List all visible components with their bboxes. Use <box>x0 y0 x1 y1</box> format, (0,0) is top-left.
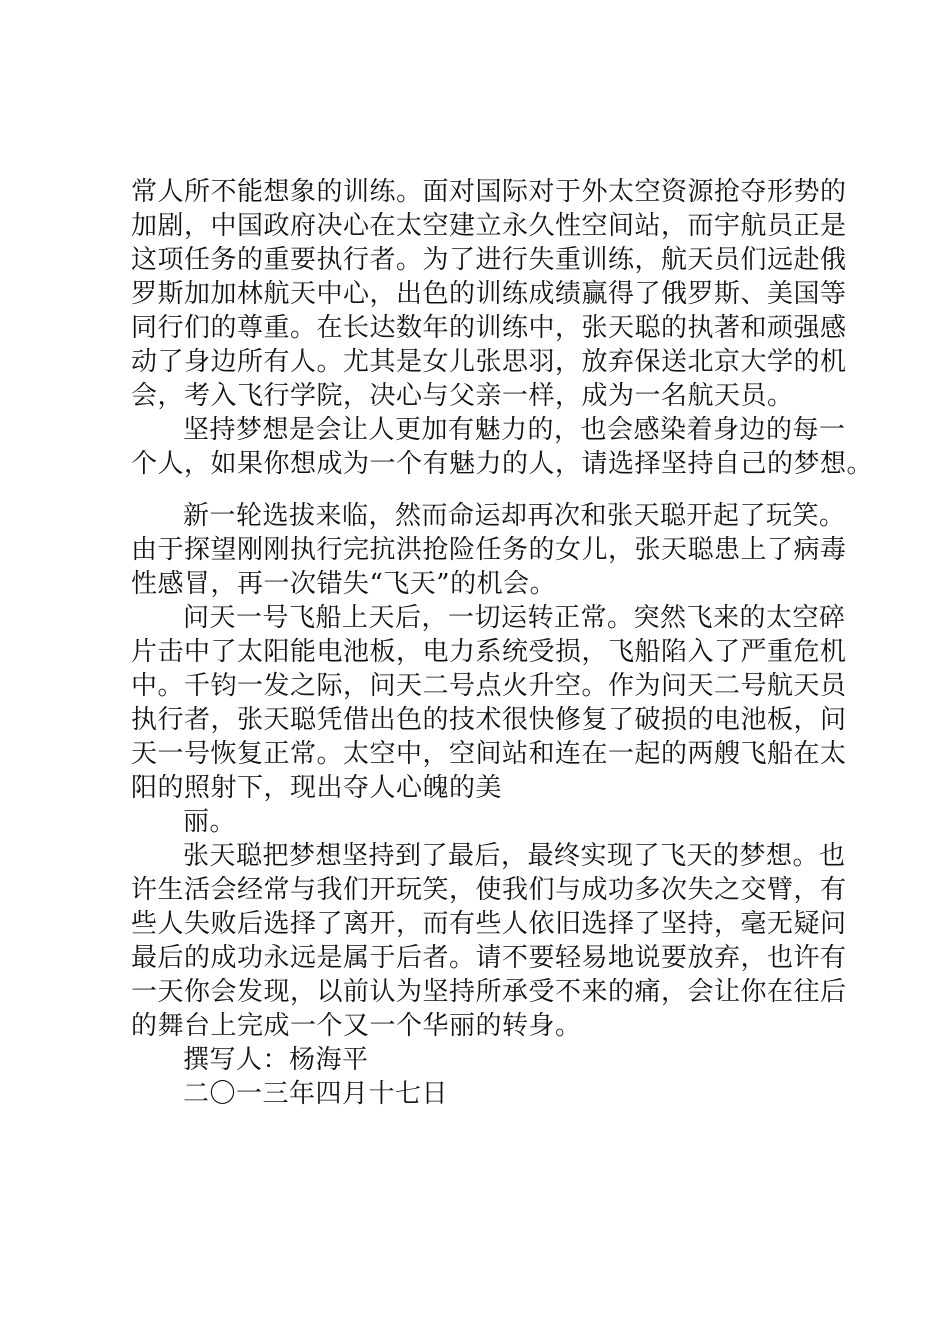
text-line: 执行者，张天聪凭借出色的技术很快修复了破损的电池板，问 <box>131 705 847 735</box>
text-line: 一天你会发现，以前认为坚持所承受不来的痛，会让你在往后 <box>131 977 847 1007</box>
text-line: 片击中了太阳能电池板，电力系统受损，飞船陷入了严重危机 <box>131 637 847 667</box>
text-line: 问天一号飞船上天后，一切运转正常。突然飞来的太空碎 <box>183 603 846 633</box>
text-line: 最后的成功永远是属于后者。请不要轻易地说要放弃，也许有 <box>131 943 847 973</box>
text-line: 会，考入飞行学院，决心与父亲一样，成为一名航天员。 <box>131 381 794 411</box>
text-line: 坚持梦想是会让人更加有魅力的，也会感染着身边的每一 <box>183 415 846 445</box>
text-line: 中。千钧一发之际，问天二号点火升空。作为问天二号航天员 <box>131 671 847 701</box>
text-line: 阳的照射下，现出夺人心魄的美 <box>131 773 503 803</box>
text-line: 个人，如果你想成为一个有魅力的人，请选择坚持自己的梦想。 <box>131 449 874 479</box>
text-line: 这项任务的重要执行者。为了进行失重训练，航天员们远赴俄 <box>131 245 847 275</box>
text-line: 新一轮选拔来临，然而命运却再次和张天聪开起了玩笑。 <box>183 501 846 531</box>
text-line: 动了身边所有人。尤其是女儿张思羽，放弃保送北京大学的机 <box>131 347 847 377</box>
author-line: 撰写人：杨海平 <box>183 1045 369 1075</box>
text-line: 常人所不能想象的训练。面对国际对于外太空资源抢夺形势的 <box>131 177 847 207</box>
text-line: 罗斯加加林航天中心，出色的训练成绩赢得了俄罗斯、美国等 <box>131 279 847 309</box>
text-line: 张天聪把梦想坚持到了最后，最终实现了飞天的梦想。也 <box>183 841 846 871</box>
text-line: 天一号恢复正常。太空中，空间站和连在一起的两艘飞船在太 <box>131 739 847 769</box>
text-line: 加剧，中国政府决心在太空建立永久性空间站，而宇航员正是 <box>131 211 847 241</box>
text-line: 性感冒，再一次错失“飞天”的机会。 <box>131 569 557 599</box>
date-line: 二〇一三年四月十七日 <box>183 1079 449 1109</box>
text-line: 丽。 <box>183 807 237 837</box>
text-line: 许生活会经常与我们开玩笑，使我们与成功多次失之交臂，有 <box>131 875 847 905</box>
text-line: 的舞台上完成一个又一个华丽的转身。 <box>131 1011 582 1041</box>
text-line: 同行们的尊重。在长达数年的训练中，张天聪的执著和顽强感 <box>131 313 847 343</box>
text-line: 些人失败后选择了离开，而有些人依旧选择了坚持，毫无疑问 <box>131 909 847 939</box>
text-line: 由于探望刚刚执行完抗洪抢险任务的女儿，张天聪患上了病毒 <box>131 535 847 565</box>
